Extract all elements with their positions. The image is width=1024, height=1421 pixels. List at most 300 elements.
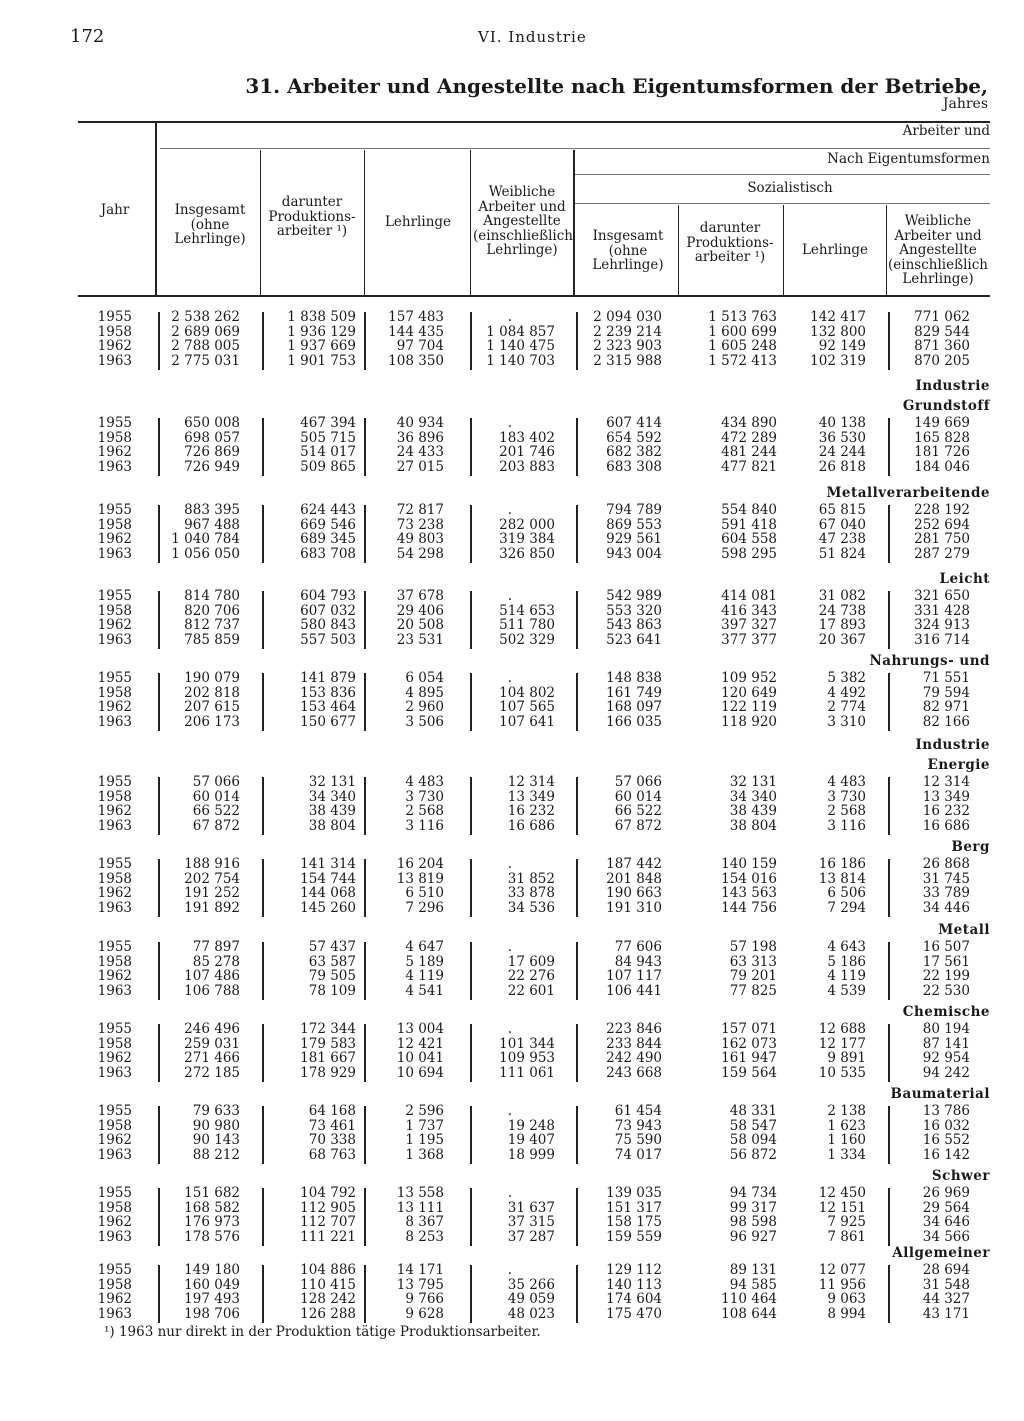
value-cell: 8 253 bbox=[405, 1228, 444, 1245]
value-cell: 4 643 bbox=[827, 939, 866, 955]
value-cell: 8 994 bbox=[827, 1305, 866, 1322]
header-bottom-rule bbox=[78, 295, 990, 297]
value-cell: 67 872 bbox=[614, 817, 662, 834]
value-cell: 144 435 bbox=[388, 323, 444, 340]
value-cell: 1 368 bbox=[405, 1146, 444, 1163]
value-cell: 126 288 bbox=[300, 1305, 356, 1322]
value-cell: 88 212 bbox=[192, 1146, 240, 1163]
value-cell: 16 232 bbox=[922, 803, 970, 820]
value-cell: 472 289 bbox=[721, 429, 777, 446]
year-cell: 1962 bbox=[97, 1291, 132, 1308]
table-row bbox=[0, 1278, 1024, 1292]
value-cell: 683 308 bbox=[606, 458, 662, 475]
value-cell: . bbox=[507, 1103, 512, 1119]
year-cell: 1962 bbox=[97, 699, 132, 716]
value-cell: 2 568 bbox=[827, 803, 866, 820]
value-cell: 107 641 bbox=[499, 713, 555, 730]
value-cell: 3 730 bbox=[405, 788, 444, 805]
header-group-top: Arbeiter und bbox=[902, 123, 990, 139]
value-cell: 598 295 bbox=[721, 545, 777, 562]
page-number: 172 bbox=[70, 26, 105, 47]
value-cell: 13 819 bbox=[396, 870, 444, 887]
value-cell: 12 077 bbox=[818, 1262, 866, 1278]
value-cell: 502 329 bbox=[499, 631, 555, 648]
value-cell: 9 063 bbox=[827, 1291, 866, 1308]
value-cell: 604 793 bbox=[300, 588, 356, 604]
value-cell: 22 530 bbox=[922, 982, 970, 999]
value-cell: 683 708 bbox=[300, 545, 356, 562]
category-label: Berg bbox=[951, 839, 990, 855]
value-cell: 22 601 bbox=[507, 982, 555, 999]
value-cell: 161 749 bbox=[606, 684, 662, 701]
value-cell: 12 314 bbox=[507, 774, 555, 790]
value-cell: 31 852 bbox=[507, 870, 555, 887]
table-row bbox=[0, 901, 1024, 915]
value-cell: 331 428 bbox=[914, 602, 970, 619]
value-cell: 2 239 214 bbox=[593, 323, 662, 340]
value-cell: 112 707 bbox=[300, 1214, 356, 1231]
value-cell: 89 131 bbox=[729, 1262, 777, 1278]
value-cell: 108 350 bbox=[388, 352, 444, 369]
table-row bbox=[0, 671, 1024, 685]
value-cell: 2 774 bbox=[827, 699, 866, 716]
value-cell: 16 032 bbox=[922, 1117, 970, 1134]
header-lehrlinge: Lehrlinge bbox=[384, 214, 452, 230]
value-cell: 150 677 bbox=[300, 713, 356, 730]
value-cell: 1 623 bbox=[827, 1117, 866, 1134]
value-cell: 16 232 bbox=[507, 803, 555, 820]
value-cell: 57 198 bbox=[729, 939, 777, 955]
value-cell: 181 726 bbox=[914, 444, 970, 461]
year-cell: 1958 bbox=[97, 684, 132, 701]
table-row bbox=[0, 700, 1024, 714]
value-cell: 70 338 bbox=[308, 1132, 356, 1149]
value-cell: 99 317 bbox=[729, 1199, 777, 1216]
value-cell: 1 572 413 bbox=[708, 352, 777, 369]
value-cell: 22 276 bbox=[507, 968, 555, 985]
value-cell: 120 649 bbox=[721, 684, 777, 701]
value-cell: 92 149 bbox=[818, 338, 866, 355]
value-cell: 591 418 bbox=[721, 516, 777, 533]
category-label: Nahrungs- und bbox=[869, 653, 990, 669]
year-cell: 1958 bbox=[97, 1117, 132, 1134]
value-cell: 1 056 050 bbox=[171, 545, 240, 562]
value-cell: 557 503 bbox=[300, 631, 356, 648]
value-cell: 12 314 bbox=[922, 774, 970, 790]
value-cell: . bbox=[507, 1021, 512, 1037]
value-cell: 1 936 129 bbox=[287, 323, 356, 340]
value-cell: 51 824 bbox=[818, 545, 866, 562]
year-cell: 1963 bbox=[97, 713, 132, 730]
year-cell: 1955 bbox=[97, 774, 132, 790]
value-cell: 178 929 bbox=[300, 1064, 356, 1081]
value-cell: 1 334 bbox=[827, 1146, 866, 1163]
value-cell: 477 821 bbox=[721, 458, 777, 475]
value-cell: 66 522 bbox=[192, 803, 240, 820]
value-cell: 3 730 bbox=[827, 788, 866, 805]
year-cell: 1963 bbox=[97, 352, 132, 369]
value-cell: 67 040 bbox=[818, 516, 866, 533]
value-cell: 92 954 bbox=[922, 1050, 970, 1067]
table-row bbox=[0, 1022, 1024, 1036]
table-row bbox=[0, 886, 1024, 900]
value-cell: 108 644 bbox=[721, 1305, 777, 1322]
value-cell: 4 492 bbox=[827, 684, 866, 701]
value-cell: 511 780 bbox=[499, 617, 555, 634]
value-cell: 242 490 bbox=[606, 1050, 662, 1067]
value-cell: 87 141 bbox=[922, 1035, 970, 1052]
value-cell: 9 628 bbox=[405, 1305, 444, 1322]
value-cell: 3 116 bbox=[827, 817, 866, 834]
value-cell: 434 890 bbox=[721, 415, 777, 431]
value-cell: 16 552 bbox=[922, 1132, 970, 1149]
value-cell: 159 564 bbox=[721, 1064, 777, 1081]
value-cell: 47 238 bbox=[818, 531, 866, 548]
value-cell: 246 496 bbox=[184, 1021, 240, 1037]
value-cell: 90 143 bbox=[192, 1132, 240, 1149]
value-cell: 4 119 bbox=[405, 968, 444, 985]
value-cell: 151 317 bbox=[606, 1199, 662, 1216]
table-row bbox=[0, 618, 1024, 632]
value-cell: 29 406 bbox=[396, 602, 444, 619]
category-label: Energie bbox=[927, 757, 990, 773]
value-cell: 166 035 bbox=[606, 713, 662, 730]
value-cell: 145 260 bbox=[300, 899, 356, 916]
value-cell: 883 395 bbox=[184, 502, 240, 518]
value-cell: 13 795 bbox=[396, 1276, 444, 1293]
table-row bbox=[0, 503, 1024, 517]
value-cell: 771 062 bbox=[914, 309, 970, 325]
value-cell: 31 637 bbox=[507, 1199, 555, 1216]
header-weibliche: Weibliche Arbeiter und Angestellte (einschließlich Lehrlinge) bbox=[473, 184, 573, 258]
year-cell: 1958 bbox=[97, 602, 132, 619]
value-cell: . bbox=[507, 670, 512, 686]
value-cell: 66 522 bbox=[614, 803, 662, 820]
table-row bbox=[0, 1051, 1024, 1065]
year-cell: 1955 bbox=[97, 1103, 132, 1119]
value-cell: . bbox=[507, 939, 512, 955]
value-cell: 604 558 bbox=[721, 531, 777, 548]
table-row bbox=[0, 686, 1024, 700]
table-row bbox=[0, 589, 1024, 603]
value-cell: 94 242 bbox=[922, 1064, 970, 1081]
value-cell: 162 073 bbox=[721, 1035, 777, 1052]
value-cell: 32 131 bbox=[308, 774, 356, 790]
value-cell: 7 925 bbox=[827, 1214, 866, 1231]
value-cell: 223 846 bbox=[606, 1021, 662, 1037]
value-cell: 13 814 bbox=[818, 870, 866, 887]
value-cell: 24 244 bbox=[818, 444, 866, 461]
value-cell: 316 714 bbox=[914, 631, 970, 648]
value-cell: 181 667 bbox=[300, 1050, 356, 1067]
value-cell: 7 861 bbox=[827, 1228, 866, 1245]
table-subtitle: Jahres bbox=[942, 96, 988, 112]
value-cell: 37 287 bbox=[507, 1228, 555, 1245]
table-row bbox=[0, 940, 1024, 954]
value-cell: 26 868 bbox=[922, 856, 970, 872]
value-cell: 63 587 bbox=[308, 953, 356, 970]
value-cell: 467 394 bbox=[300, 415, 356, 431]
category-label: Chemische bbox=[902, 1004, 990, 1020]
value-cell: 36 530 bbox=[818, 429, 866, 446]
value-cell: 84 943 bbox=[614, 953, 662, 970]
value-cell: 79 201 bbox=[729, 968, 777, 985]
value-cell: 201 746 bbox=[499, 444, 555, 461]
value-cell: 175 470 bbox=[606, 1305, 662, 1322]
table-row bbox=[0, 969, 1024, 983]
value-cell: 12 688 bbox=[818, 1021, 866, 1037]
value-cell: 5 382 bbox=[827, 670, 866, 686]
value-cell: 75 590 bbox=[614, 1132, 662, 1149]
value-cell: 202 754 bbox=[184, 870, 240, 887]
value-cell: 243 668 bbox=[606, 1064, 662, 1081]
value-cell: 48 023 bbox=[507, 1305, 555, 1322]
value-cell: 107 486 bbox=[184, 968, 240, 985]
value-cell: 37 678 bbox=[396, 588, 444, 604]
year-cell: 1963 bbox=[97, 1146, 132, 1163]
header-divider bbox=[260, 150, 261, 295]
value-cell: 148 838 bbox=[606, 670, 662, 686]
year-cell: 1958 bbox=[97, 870, 132, 887]
year-cell: 1962 bbox=[97, 1132, 132, 1149]
value-cell: 38 439 bbox=[729, 803, 777, 820]
value-cell: 22 199 bbox=[922, 968, 970, 985]
value-cell: 79 505 bbox=[308, 968, 356, 985]
value-cell: 654 592 bbox=[606, 429, 662, 446]
value-cell: 143 563 bbox=[721, 885, 777, 902]
value-cell: 184 046 bbox=[914, 458, 970, 475]
year-cell: 1958 bbox=[97, 1035, 132, 1052]
table-row bbox=[0, 445, 1024, 459]
value-cell: 2 788 005 bbox=[171, 338, 240, 355]
header-insgesamt: Insgesamt (ohne Lehrlinge) bbox=[174, 202, 246, 247]
value-cell: 523 641 bbox=[606, 631, 662, 648]
value-cell: 110 415 bbox=[300, 1276, 356, 1293]
value-cell: 26 818 bbox=[818, 458, 866, 475]
table-row bbox=[0, 1104, 1024, 1118]
value-cell: 7 294 bbox=[827, 899, 866, 916]
value-cell: 1 195 bbox=[405, 1132, 444, 1149]
year-cell: 1963 bbox=[97, 899, 132, 916]
value-cell: 97 704 bbox=[396, 338, 444, 355]
value-cell: 141 314 bbox=[300, 856, 356, 872]
value-cell: 2 689 069 bbox=[171, 323, 240, 340]
value-cell: 80 194 bbox=[922, 1021, 970, 1037]
value-cell: 607 032 bbox=[300, 602, 356, 619]
table-row bbox=[0, 1037, 1024, 1051]
value-cell: 1 040 784 bbox=[171, 531, 240, 548]
value-cell: 13 111 bbox=[396, 1199, 444, 1216]
year-cell: 1955 bbox=[97, 1021, 132, 1037]
value-cell: . bbox=[507, 415, 512, 431]
value-cell: 252 694 bbox=[914, 516, 970, 533]
value-cell: 7 296 bbox=[405, 899, 444, 916]
value-cell: 154 744 bbox=[300, 870, 356, 887]
value-cell: 2 094 030 bbox=[593, 309, 662, 325]
value-cell: 9 766 bbox=[405, 1291, 444, 1308]
table-row bbox=[0, 460, 1024, 474]
value-cell: 36 896 bbox=[396, 429, 444, 446]
value-cell: 8 367 bbox=[405, 1214, 444, 1231]
value-cell: 553 320 bbox=[606, 602, 662, 619]
value-cell: 201 848 bbox=[606, 870, 662, 887]
value-cell: 16 142 bbox=[922, 1146, 970, 1163]
value-cell: 481 244 bbox=[721, 444, 777, 461]
value-cell: 514 017 bbox=[300, 444, 356, 461]
value-cell: 324 913 bbox=[914, 617, 970, 634]
year-cell: 1955 bbox=[97, 939, 132, 955]
value-cell: 153 464 bbox=[300, 699, 356, 716]
value-cell: 19 407 bbox=[507, 1132, 555, 1149]
table-row bbox=[0, 339, 1024, 353]
table-row bbox=[0, 955, 1024, 969]
value-cell: 6 510 bbox=[405, 885, 444, 902]
table-row bbox=[0, 325, 1024, 339]
table-row bbox=[0, 1230, 1024, 1244]
value-cell: 607 414 bbox=[606, 415, 662, 431]
value-cell: 829 544 bbox=[914, 323, 970, 340]
value-cell: 101 344 bbox=[499, 1035, 555, 1052]
value-cell: 188 916 bbox=[184, 856, 240, 872]
value-cell: 287 279 bbox=[914, 545, 970, 562]
table-row bbox=[0, 1307, 1024, 1321]
value-cell: 183 402 bbox=[499, 429, 555, 446]
value-cell: 34 446 bbox=[922, 899, 970, 916]
value-cell: . bbox=[507, 588, 512, 604]
value-cell: 9 891 bbox=[827, 1050, 866, 1067]
value-cell: 40 138 bbox=[818, 415, 866, 431]
value-cell: 4 483 bbox=[827, 774, 866, 790]
value-cell: 191 252 bbox=[184, 885, 240, 902]
value-cell: 82 971 bbox=[922, 699, 970, 716]
value-cell: 112 905 bbox=[300, 1199, 356, 1216]
value-cell: 203 883 bbox=[499, 458, 555, 475]
category-label: Metall bbox=[938, 922, 990, 938]
value-cell: 141 879 bbox=[300, 670, 356, 686]
value-cell: 67 872 bbox=[192, 817, 240, 834]
table-row bbox=[0, 872, 1024, 886]
year-cell: 1958 bbox=[97, 953, 132, 970]
value-cell: 32 131 bbox=[729, 774, 777, 790]
value-cell: 107 565 bbox=[499, 699, 555, 716]
value-cell: 5 189 bbox=[405, 953, 444, 970]
year-cell: 1962 bbox=[97, 617, 132, 634]
table-row bbox=[0, 431, 1024, 445]
value-cell: 60 014 bbox=[192, 788, 240, 805]
value-cell: 377 377 bbox=[721, 631, 777, 648]
year-cell: 1962 bbox=[97, 338, 132, 355]
value-cell: 96 927 bbox=[729, 1228, 777, 1245]
year-cell: 1962 bbox=[97, 803, 132, 820]
value-cell: 202 818 bbox=[184, 684, 240, 701]
value-cell: 44 327 bbox=[922, 1291, 970, 1308]
value-cell: 416 343 bbox=[721, 602, 777, 619]
value-cell: 31 082 bbox=[818, 588, 866, 604]
category-label: Baumaterial bbox=[890, 1086, 990, 1102]
value-cell: 191 892 bbox=[184, 899, 240, 916]
table-title: 31. Arbeiter und Angestellte nach Eigentumsformen der Betriebe, bbox=[245, 74, 988, 98]
value-cell: 1 838 509 bbox=[287, 309, 356, 325]
value-cell: 43 171 bbox=[922, 1305, 970, 1322]
year-cell: 1955 bbox=[97, 1262, 132, 1278]
value-cell: 104 886 bbox=[300, 1262, 356, 1278]
year-cell: 1963 bbox=[97, 1305, 132, 1322]
year-cell: 1958 bbox=[97, 1199, 132, 1216]
value-cell: 57 066 bbox=[614, 774, 662, 790]
value-cell: 17 561 bbox=[922, 953, 970, 970]
value-cell: 27 015 bbox=[396, 458, 444, 475]
value-cell: 33 878 bbox=[507, 885, 555, 902]
value-cell: 505 715 bbox=[300, 429, 356, 446]
value-cell: 6 506 bbox=[827, 885, 866, 902]
value-cell: 157 483 bbox=[388, 309, 444, 325]
value-cell: 190 079 bbox=[184, 670, 240, 686]
value-cell: 2 323 903 bbox=[593, 338, 662, 355]
value-cell: 24 738 bbox=[818, 602, 866, 619]
value-cell: 1 513 763 bbox=[708, 309, 777, 325]
value-cell: 157 071 bbox=[721, 1021, 777, 1037]
value-cell: 178 576 bbox=[184, 1228, 240, 1245]
value-cell: 3 310 bbox=[827, 713, 866, 730]
value-cell: . bbox=[507, 502, 512, 518]
header-divider bbox=[470, 150, 471, 295]
value-cell: 37 315 bbox=[507, 1214, 555, 1231]
value-cell: 168 582 bbox=[184, 1199, 240, 1216]
value-cell: 190 663 bbox=[606, 885, 662, 902]
value-cell: 161 947 bbox=[721, 1050, 777, 1067]
value-cell: 58 547 bbox=[729, 1117, 777, 1134]
value-cell: 85 278 bbox=[192, 953, 240, 970]
value-cell: 785 859 bbox=[184, 631, 240, 648]
value-cell: 159 559 bbox=[606, 1228, 662, 1245]
value-cell: 94 734 bbox=[729, 1185, 777, 1201]
value-cell: 144 756 bbox=[721, 899, 777, 916]
value-cell: 929 561 bbox=[606, 531, 662, 548]
value-cell: 17 893 bbox=[818, 617, 866, 634]
value-cell: 4 483 bbox=[405, 774, 444, 790]
value-cell: 61 454 bbox=[614, 1103, 662, 1119]
value-cell: 509 865 bbox=[300, 458, 356, 475]
year-cell: 1955 bbox=[97, 415, 132, 431]
value-cell: 174 604 bbox=[606, 1291, 662, 1308]
value-cell: 16 204 bbox=[396, 856, 444, 872]
eigentum-rule bbox=[575, 174, 990, 175]
value-cell: 5 186 bbox=[827, 953, 866, 970]
value-cell: 109 953 bbox=[499, 1050, 555, 1067]
value-cell: 34 646 bbox=[922, 1214, 970, 1231]
value-cell: 38 804 bbox=[308, 817, 356, 834]
value-cell: 2 138 bbox=[827, 1103, 866, 1119]
value-cell: 31 745 bbox=[922, 870, 970, 887]
year-cell: 1963 bbox=[97, 982, 132, 999]
table-row bbox=[0, 1215, 1024, 1229]
table-row bbox=[0, 354, 1024, 368]
value-cell: 102 319 bbox=[810, 352, 866, 369]
header-sozialistisch: Sozialistisch bbox=[747, 180, 833, 196]
value-cell: 13 786 bbox=[922, 1103, 970, 1119]
value-cell: 726 869 bbox=[184, 444, 240, 461]
value-cell: 624 443 bbox=[300, 502, 356, 518]
value-cell: 197 493 bbox=[184, 1291, 240, 1308]
value-cell: 17 609 bbox=[507, 953, 555, 970]
value-cell: 233 844 bbox=[606, 1035, 662, 1052]
header-divider bbox=[783, 205, 784, 295]
table-row bbox=[0, 1148, 1024, 1162]
table-row bbox=[0, 984, 1024, 998]
value-cell: . bbox=[507, 1262, 512, 1278]
value-cell: 869 553 bbox=[606, 516, 662, 533]
value-cell: 191 310 bbox=[606, 899, 662, 916]
